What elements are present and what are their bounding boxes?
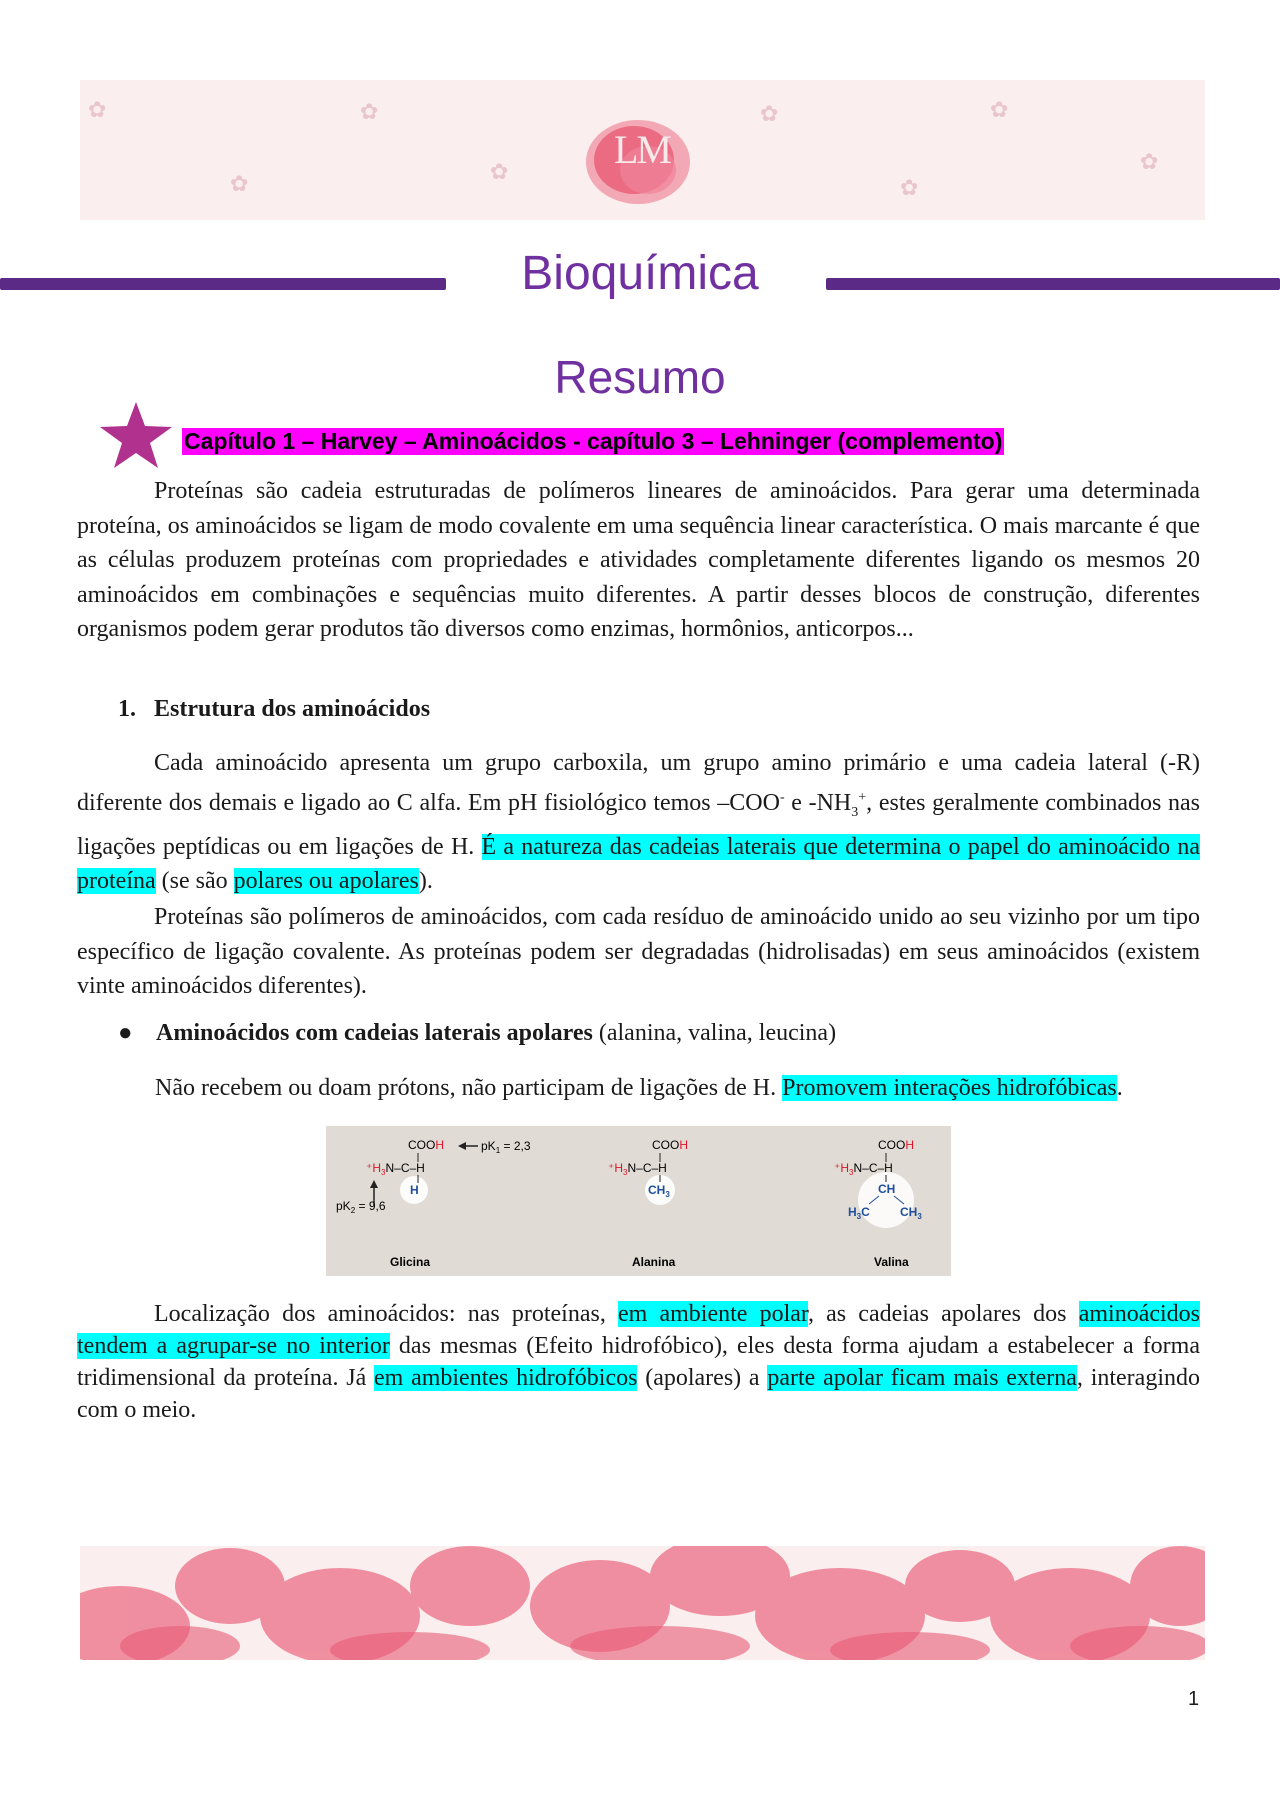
- valine-label: Valina: [874, 1255, 909, 1269]
- superscript: -: [779, 789, 785, 805]
- superscript: +: [858, 789, 867, 805]
- footer-banner: [80, 1546, 1205, 1660]
- intro-paragraph: Proteínas são cadeia estruturadas de polímeros lineares de aminoácidos. Para gerar uma determinada proteína, os aminoácidos se ligam de modo covalente em uma sequência linear característica. O mais marcante é que as células produzem proteínas com propriedades e atividades completamente diferentes ligando os mesmos 20 aminoácidos em combinações e sequências muito diferentes. A partir desses blocos de construção, diferentes organismos podem gerar produtos tão diversos como enzimas, hormônios, anticorpos...: [77, 478, 1200, 642]
- text-run: Cada aminoácido apresenta um grupo carboxila, um grupo amino primário e uma cadeia lateral (-R) diferente dos demais e ligado ao C alfa. Em pH fisiológico temos –COO: [77, 750, 1200, 816]
- highlighted-text: polares ou apolares: [233, 868, 419, 895]
- bullet-item: [118, 1020, 836, 1047]
- page-subtitle: Resumo: [554, 351, 726, 403]
- glycine-label: Glicina: [390, 1255, 431, 1269]
- valine-right: $CH_3$: [900, 1205, 922, 1221]
- amino-acids-figure: [326, 1126, 951, 1276]
- page-number: 1: [1188, 1688, 1200, 1710]
- highlighted-text: aminoácidos tendem a agrupar-se no interior: [77, 1301, 1201, 1359]
- apolar-paragraph: [155, 1071, 1200, 1106]
- glycine-amine: $^+H_3N-C-H$: [366, 1161, 425, 1177]
- highlighted-text: Promovem interações hidrofóbicas: [782, 1075, 1117, 1101]
- flower-icon: ✿: [1140, 150, 1159, 175]
- alanine-amine: $^+H_3N-C-H$: [608, 1161, 667, 1177]
- flower-icon: ✿: [490, 160, 509, 185]
- structure-paragraph: [77, 746, 1200, 899]
- flower-icon: ✿: [900, 176, 919, 201]
- text-run: e -NH: [784, 789, 852, 816]
- bullet-text: (alanina, valina, leucina): [592, 1020, 837, 1046]
- chapter-heading: Capítulo 1 – Harvey – Aminoácidos - capítulo 3 – Lehninger (complemento): [184, 428, 1003, 454]
- text-run: , as cadeias apolares dos: [807, 1301, 1079, 1327]
- logo-text: LM: [614, 127, 670, 172]
- star-icon: [100, 402, 172, 468]
- text-run: (apolares) a: [637, 1365, 768, 1391]
- section-title: Estrutura dos aminoácidos: [154, 696, 431, 722]
- valine-amine: $^+H_3N-C-H$: [834, 1161, 893, 1177]
- text-run: , interagindo com o meio.: [77, 1365, 1200, 1423]
- alanine-r: $CH_3$: [648, 1183, 670, 1199]
- text-run: , estes geralmente combinados nas ligações peptídicas ou em ligações de H.: [77, 789, 1200, 860]
- valine-left: $H_3C$: [848, 1205, 870, 1221]
- alanine-cooh: COOH: [652, 1138, 689, 1152]
- highlighted-text: É a natureza das cadeias laterais que determina o papel do aminoácido na proteína: [77, 833, 1200, 895]
- section-number: 1.: [118, 696, 136, 722]
- valine-cooh: COOH: [878, 1138, 915, 1152]
- text-run: Localização dos aminoácidos: nas proteínas,: [154, 1301, 618, 1327]
- text-run: das mesmas (Efeito hidrofóbico), eles desta forma ajudam a estabelecer a forma tridimensional da proteína. Já: [77, 1333, 1200, 1391]
- pk1-label: $pK_1 = 2,3$: [481, 1139, 531, 1155]
- flower-icon: ✿: [88, 98, 107, 123]
- page-title: Bioquímica: [521, 247, 759, 300]
- valine-ch: CH: [878, 1182, 896, 1196]
- text-run: ).: [418, 868, 433, 895]
- pk2-label: $pK_2 = 9,6$: [336, 1199, 386, 1215]
- bullet-bold-text: Aminoácidos com cadeias laterais apolares: [156, 1020, 593, 1046]
- bullet-icon: ●: [118, 1020, 133, 1046]
- flower-icon: ✿: [760, 102, 779, 127]
- highlighted-text: parte apolar ficam mais externa: [767, 1365, 1077, 1391]
- flower-icon: ✿: [230, 172, 249, 197]
- text-run: (se são: [155, 868, 234, 895]
- glycine-cooh: COOH: [408, 1138, 445, 1152]
- location-paragraph: [77, 1298, 1200, 1426]
- section-heading: [118, 696, 430, 723]
- alanine-label: Alanina: [632, 1255, 676, 1269]
- highlighted-text: em ambiente polar: [618, 1301, 808, 1327]
- glycine-r: H: [410, 1183, 419, 1197]
- flower-icon: ✿: [360, 100, 379, 125]
- text-run: Não recebem ou doam prótons, não participam de ligações de H.: [155, 1075, 783, 1101]
- flower-icon: ✿: [990, 98, 1009, 123]
- subscript: 3: [851, 804, 859, 820]
- text-run: .: [1116, 1075, 1123, 1101]
- polymers-paragraph: Proteínas são polímeros de aminoácidos, com cada resíduo de aminoácido unido ao seu vizinho por um tipo específico de ligação covalente. As proteínas podem ser degradadas (hidrolisadas) em seus aminoácidos (existem vinte aminoácidos diferentes).: [77, 904, 1200, 999]
- highlighted-text: em ambientes hidrofóbicos: [373, 1365, 638, 1391]
